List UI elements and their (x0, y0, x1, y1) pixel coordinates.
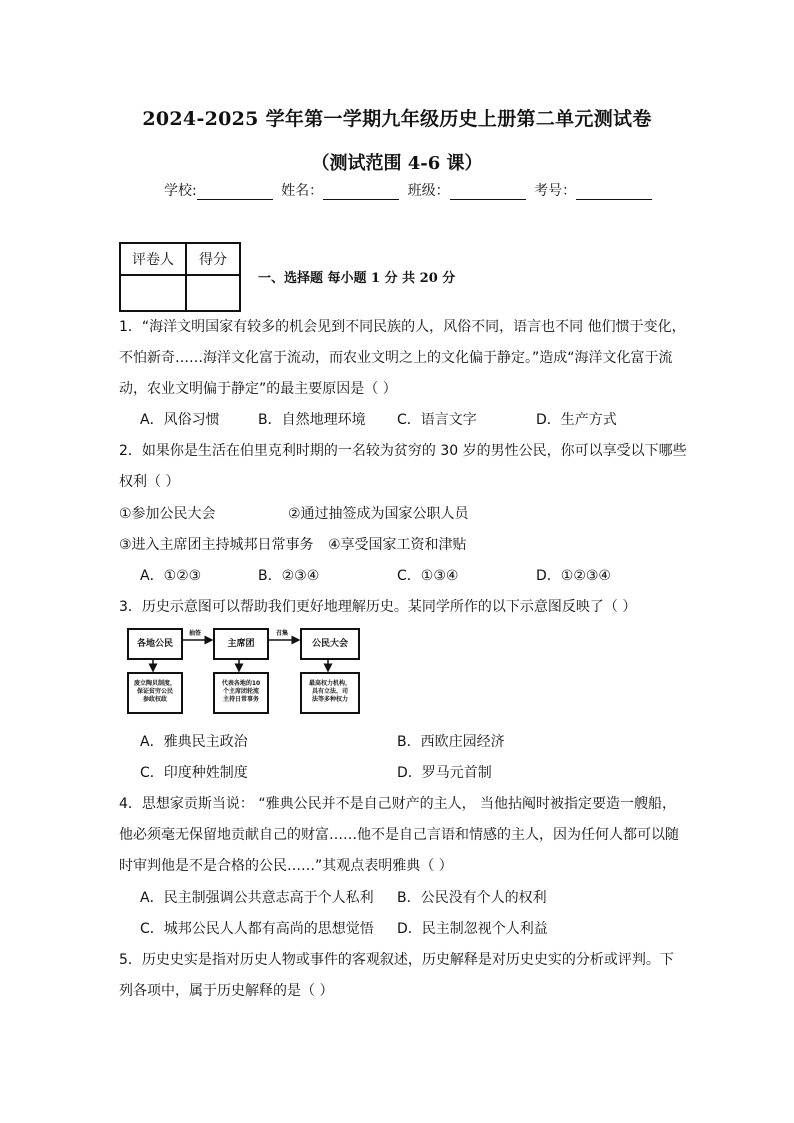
score-header: 得分 (186, 243, 240, 275)
q4-line-2: 他必须毫无保留地贡献自己的财富……他不是自己言语和情感的主人，因为任何人都可以随 (119, 827, 679, 843)
diagram-box-assembly: 公民大会 (300, 628, 360, 660)
q2-line-1: 2．如果你是生活在伯里克利时期的一名较为贫穷的 30 岁的男性公民，你可以享受以下哪些 (119, 443, 687, 459)
page-title: 2024-2025 学年第一学期九年级历史上册第二单元测试卷 (142, 108, 652, 130)
q3-option-c[interactable]: C．印度种姓制度 (140, 765, 248, 781)
q2-option-c[interactable]: C．①③④ (397, 568, 459, 584)
exam-number-label: 考号： (534, 183, 577, 199)
q5-line-1: 5．历史史实是指对历史人物或事件的客观叙述，历史解释是对历史史实的分析或评判。下 (119, 952, 674, 968)
grader-header: 评卷人 (120, 243, 186, 275)
q1-option-a[interactable]: A．风俗习惯 (140, 412, 220, 428)
diagram-note-assembly: 最高权力机构， 具有立法、司 法等多种权力 (300, 672, 360, 714)
grader-cell[interactable] (120, 275, 186, 311)
q3-option-d[interactable]: D．罗马元首制 (397, 765, 492, 781)
q2-option-a[interactable]: A．①②③ (140, 568, 202, 584)
q2-item-4: ④享受国家工资和津贴 (328, 537, 467, 553)
student-info-line (164, 180, 656, 200)
q4-option-d[interactable]: D．民主制忽视个人利益 (397, 921, 548, 937)
q4-option-c[interactable]: C．城邦公民人人都有高尚的思想觉悟 (140, 921, 374, 937)
q1-line-1: 1．“海洋文明国家有较多的机会见到不同民族的人，风俗不同，语言也不同 他们惯于变化， (119, 319, 686, 335)
q4-option-a[interactable]: A．民主制强调公共意志高于个人私利 (140, 890, 374, 906)
section-title: 一、选择题 每小题 1 分 共 20 分 (258, 271, 456, 286)
class-blank[interactable] (450, 185, 526, 200)
q4-option-b[interactable]: B．公民没有个人的权利 (397, 890, 547, 906)
q4-line-1: 4．思想家贡斯当说： “雅典公民并不是自己财产的主人， 当他拈阄时被指定要造一艘船， (119, 796, 677, 812)
diagram-box-presidium: 主席团 (213, 628, 269, 660)
q2-item-1: ①参加公民大会 (119, 506, 216, 522)
page-subtitle: （测试范围 4-6 课） (311, 153, 483, 174)
q2-option-b[interactable]: B．②③④ (258, 568, 320, 584)
diagram-note-presidium: 代表各地的10 个主席团轮流 主持日常事务 (213, 672, 269, 714)
q4-line-3: 时审判他是不是合格的公民……”其观点表明雅典（ ） (119, 858, 453, 874)
name-label: 姓名： (281, 183, 324, 199)
q3-option-b[interactable]: B．西欧庄园经济 (397, 734, 505, 750)
school-label: 学校: (164, 183, 197, 199)
q1-option-d[interactable]: D．生产方式 (536, 412, 617, 428)
q3-line-1: 3．历史示意图可以帮助我们更好地理解历史。某同学所作的以下示意图反映了（ ） (119, 599, 637, 615)
arrow-label-lottery: 抽签 (189, 630, 202, 637)
school-blank[interactable] (197, 185, 273, 200)
score-box (119, 242, 241, 312)
arrow-label-convene: 召集 (276, 630, 289, 637)
q2-line-2: 权利（ ） (119, 474, 180, 490)
q1-option-c[interactable]: C．语言文字 (397, 412, 477, 428)
q3-option-a[interactable]: A．雅典民主政治 (140, 734, 248, 750)
q2-option-d[interactable]: D．①②③④ (536, 568, 611, 584)
class-label: 班级： (407, 183, 450, 199)
q1-line-3: 动，农业文明偏于静定”的最主要原因是（ ） (119, 381, 397, 397)
q2-item-2: ②通过抽签成为国家公职人员 (288, 506, 469, 522)
q5-line-2: 列各项中，属于历史解释的是（ ） (119, 983, 334, 999)
q1-option-b[interactable]: B．自然地理环境 (258, 412, 366, 428)
name-blank[interactable] (323, 185, 399, 200)
athens-democracy-diagram (124, 625, 366, 717)
q1-line-2: 不怕新奇……海洋文化富于流动，而农业文明之上的文化偏于静定。”造成“海洋文化富于流 (119, 350, 673, 366)
exam-number-blank[interactable] (576, 185, 652, 200)
q2-item-3: ③进入主席团主持城邦日常事务 (119, 537, 314, 553)
score-cell[interactable] (186, 275, 240, 311)
diagram-box-citizens: 各地公民 (127, 628, 183, 660)
diagram-note-citizens: 废立陶贝制度， 保证贫穷公民 参政权政 (127, 672, 183, 714)
